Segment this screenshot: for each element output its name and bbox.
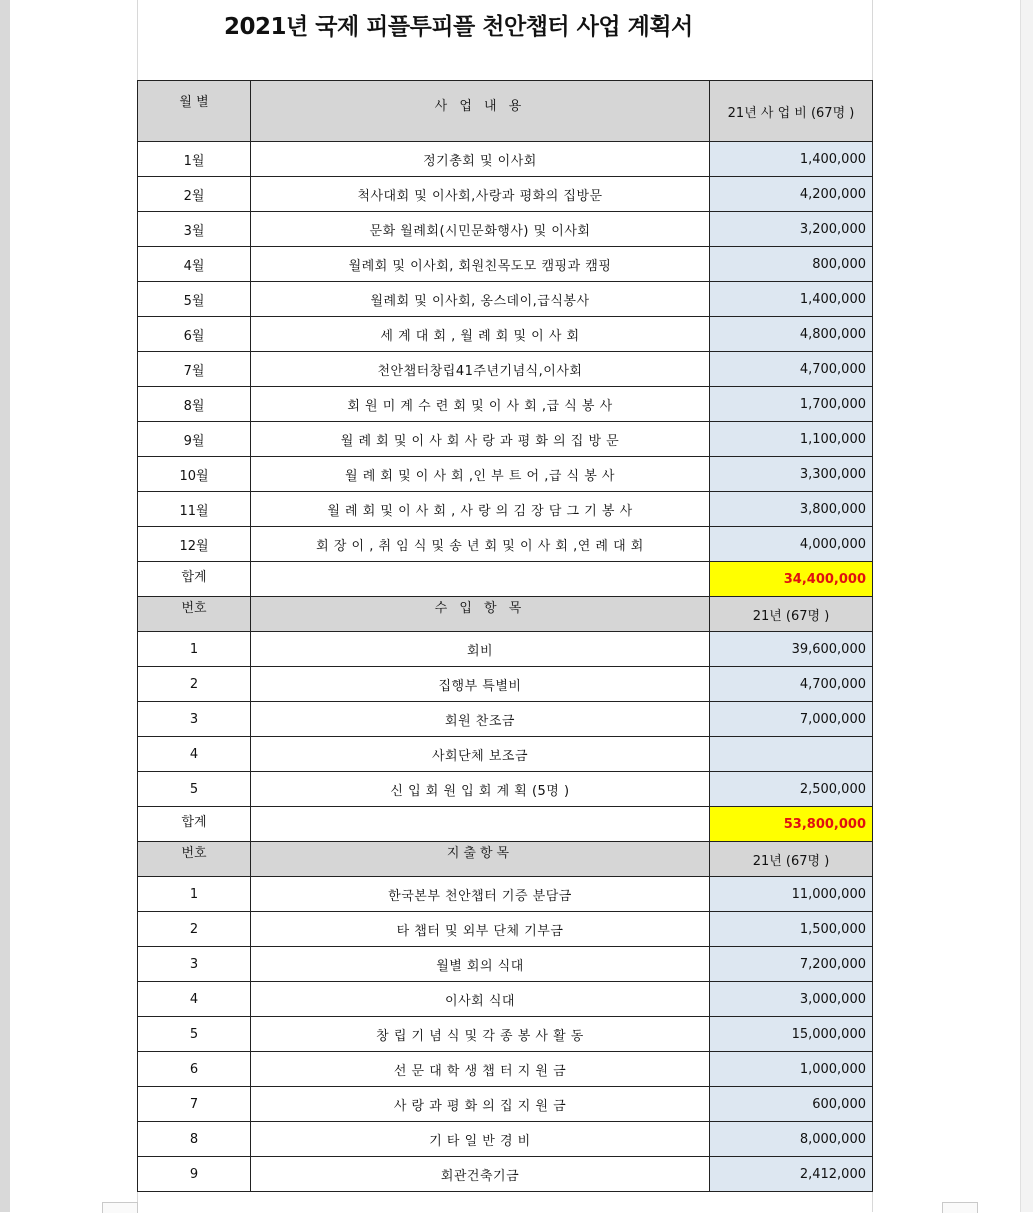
- expense-row: [138, 1157, 873, 1192]
- no-cell: 4: [138, 982, 251, 1017]
- content-cell: 정기총회 및 이사회: [251, 142, 710, 177]
- content-cell: 월 례 회 및 이 사 회 , 사 랑 의 김 장 담 그 기 봉 사: [251, 492, 710, 527]
- monthly-row: [138, 527, 873, 562]
- expense-row: [138, 877, 873, 912]
- amount-cell: 15,000,000: [710, 1017, 873, 1052]
- monthly-row: [138, 457, 873, 492]
- content-cell: 회 원 미 계 수 련 회 및 이 사 회 ,급 식 봉 사: [251, 387, 710, 422]
- business-plan-table: [137, 80, 873, 1192]
- monthly-row: [138, 422, 873, 457]
- amount-cell: 4,700,000: [710, 667, 873, 702]
- expense-item-cell: 이사회 식대: [251, 982, 710, 1017]
- monthly-row: [138, 387, 873, 422]
- income-item-cell: 회원 찬조금: [251, 702, 710, 737]
- amount-cell: 3,300,000: [710, 457, 873, 492]
- month-cell: 12월: [138, 527, 251, 562]
- no-cell: 2: [138, 912, 251, 947]
- no-cell: 4: [138, 737, 251, 772]
- amount-cell: 4,200,000: [710, 177, 873, 212]
- month-cell: 7월: [138, 352, 251, 387]
- expense-row: [138, 982, 873, 1017]
- income-row: [138, 772, 873, 807]
- amount-cell: 1,500,000: [710, 912, 873, 947]
- monthly-row: [138, 142, 873, 177]
- amount-cell: 7,200,000: [710, 947, 873, 982]
- header-content: 사 업 내 용: [251, 81, 710, 142]
- income-total-amount: 53,800,000: [710, 807, 873, 842]
- expense-row: [138, 1122, 873, 1157]
- content-cell: 월 례 회 및 이 사 회 사 랑 과 평 화 의 집 방 문: [251, 422, 710, 457]
- monthly-header-row: [138, 81, 873, 142]
- month-cell: 5월: [138, 282, 251, 317]
- monthly-total-amount: 34,400,000: [710, 562, 873, 597]
- expense-item-cell: 회관건축기금: [251, 1157, 710, 1192]
- amount-cell: 3,200,000: [710, 212, 873, 247]
- expense-item-cell: 창 립 기 념 식 및 각 종 봉 사 활 동: [251, 1017, 710, 1052]
- no-cell: 7: [138, 1087, 251, 1122]
- income-total-row: [138, 807, 873, 842]
- viewer-left-margin: [0, 0, 10, 1212]
- page-corner-left: [102, 1202, 138, 1213]
- income-row: [138, 632, 873, 667]
- content-cell: 천안챕터창립41주년기념식,이사회: [251, 352, 710, 387]
- no-cell: 5: [138, 772, 251, 807]
- header-no: 번호: [138, 597, 251, 632]
- header-income-budget: 21년 (67명 ): [710, 597, 873, 632]
- amount-cell: 7,000,000: [710, 702, 873, 737]
- amount-cell: 800,000: [710, 247, 873, 282]
- header-expense-budget: 21년 (67명 ): [710, 842, 873, 877]
- no-cell: 1: [138, 877, 251, 912]
- month-cell: 4월: [138, 247, 251, 282]
- amount-cell: 4,700,000: [710, 352, 873, 387]
- month-cell: 8월: [138, 387, 251, 422]
- expense-item-cell: 타 챕터 및 외부 단체 기부금: [251, 912, 710, 947]
- total-blank: [251, 807, 710, 842]
- month-cell: 1월: [138, 142, 251, 177]
- amount-cell: 39,600,000: [710, 632, 873, 667]
- content-cell: 문화 월례회(시민문화행사) 및 이사회: [251, 212, 710, 247]
- month-cell: 3월: [138, 212, 251, 247]
- no-cell: 3: [138, 947, 251, 982]
- income-row: [138, 737, 873, 772]
- expense-item-cell: 월별 회의 식대: [251, 947, 710, 982]
- income-item-cell: 집행부 특별비: [251, 667, 710, 702]
- header-no: 번호: [138, 842, 251, 877]
- content-cell: 세 계 대 회 , 월 례 회 및 이 사 회: [251, 317, 710, 352]
- monthly-row: [138, 317, 873, 352]
- total-label: 합계: [138, 562, 251, 597]
- expense-item-cell: 사 랑 과 평 화 의 집 지 원 금: [251, 1087, 710, 1122]
- amount-cell: 4,800,000: [710, 317, 873, 352]
- total-blank: [251, 562, 710, 597]
- income-row: [138, 702, 873, 737]
- amount-cell: 8,000,000: [710, 1122, 873, 1157]
- plan-table-body: [138, 81, 873, 1192]
- monthly-row: [138, 212, 873, 247]
- content-cell: 월례회 및 이사회, 회원친목도모 캠핑과 캠핑: [251, 247, 710, 282]
- monthly-row: [138, 492, 873, 527]
- no-cell: 8: [138, 1122, 251, 1157]
- amount-cell: 3,000,000: [710, 982, 873, 1017]
- content-cell: 회 장 이 , 취 임 식 및 송 년 회 및 이 사 회 ,연 례 대 회: [251, 527, 710, 562]
- month-cell: 6월: [138, 317, 251, 352]
- monthly-row: [138, 282, 873, 317]
- no-cell: 3: [138, 702, 251, 737]
- amount-cell: 1,400,000: [710, 282, 873, 317]
- content-cell: 척사대회 및 이사회,사랑과 평화의 집방문: [251, 177, 710, 212]
- document-title: 2021년 국제 피플투피플 천안챕터 사업 계획서: [224, 14, 693, 40]
- amount-cell: 1,100,000: [710, 422, 873, 457]
- no-cell: 2: [138, 667, 251, 702]
- income-row: [138, 667, 873, 702]
- month-cell: 9월: [138, 422, 251, 457]
- amount-cell: 2,412,000: [710, 1157, 873, 1192]
- no-cell: 5: [138, 1017, 251, 1052]
- month-cell: 11월: [138, 492, 251, 527]
- header-month: 월 별: [138, 81, 251, 142]
- expense-row: [138, 912, 873, 947]
- amount-cell: 3,800,000: [710, 492, 873, 527]
- amount-cell: 1,000,000: [710, 1052, 873, 1087]
- amount-cell: [710, 737, 873, 772]
- expense-row: [138, 1087, 873, 1122]
- header-budget: 21년 사 업 비 (67명 ): [710, 81, 873, 142]
- expense-item-cell: 선 문 대 학 생 챕 터 지 원 금: [251, 1052, 710, 1087]
- content-cell: 월 례 회 및 이 사 회 ,인 부 트 어 ,급 식 봉 사: [251, 457, 710, 492]
- expense-row: [138, 1017, 873, 1052]
- viewer-scrollbar[interactable]: [1020, 0, 1033, 1212]
- total-label: 합계: [138, 807, 251, 842]
- amount-cell: 600,000: [710, 1087, 873, 1122]
- monthly-row: [138, 247, 873, 282]
- amount-cell: 11,000,000: [710, 877, 873, 912]
- month-cell: 10월: [138, 457, 251, 492]
- monthly-row: [138, 352, 873, 387]
- expense-item-cell: 기 타 일 반 경 비: [251, 1122, 710, 1157]
- monthly-row: [138, 177, 873, 212]
- no-cell: 9: [138, 1157, 251, 1192]
- income-item-cell: 회비: [251, 632, 710, 667]
- expense-row: [138, 947, 873, 982]
- income-item-cell: 신 입 회 원 입 회 계 획 (5명 ): [251, 772, 710, 807]
- no-cell: 1: [138, 632, 251, 667]
- amount-cell: 2,500,000: [710, 772, 873, 807]
- page-corner-right: [942, 1202, 978, 1213]
- expense-item-cell: 한국본부 천안챕터 기증 분담금: [251, 877, 710, 912]
- amount-cell: 4,000,000: [710, 527, 873, 562]
- header-expense-item: 지출항목: [251, 842, 710, 877]
- no-cell: 6: [138, 1052, 251, 1087]
- amount-cell: 1,700,000: [710, 387, 873, 422]
- expense-header-row: [138, 842, 873, 877]
- income-header-row: [138, 597, 873, 632]
- content-cell: 월례회 및 이사회, 옹스데이,급식봉사: [251, 282, 710, 317]
- header-income-item: 수 입 항 목: [251, 597, 710, 632]
- expense-row: [138, 1052, 873, 1087]
- month-cell: 2월: [138, 177, 251, 212]
- monthly-total-row: [138, 562, 873, 597]
- income-item-cell: 사회단체 보조금: [251, 737, 710, 772]
- amount-cell: 1,400,000: [710, 142, 873, 177]
